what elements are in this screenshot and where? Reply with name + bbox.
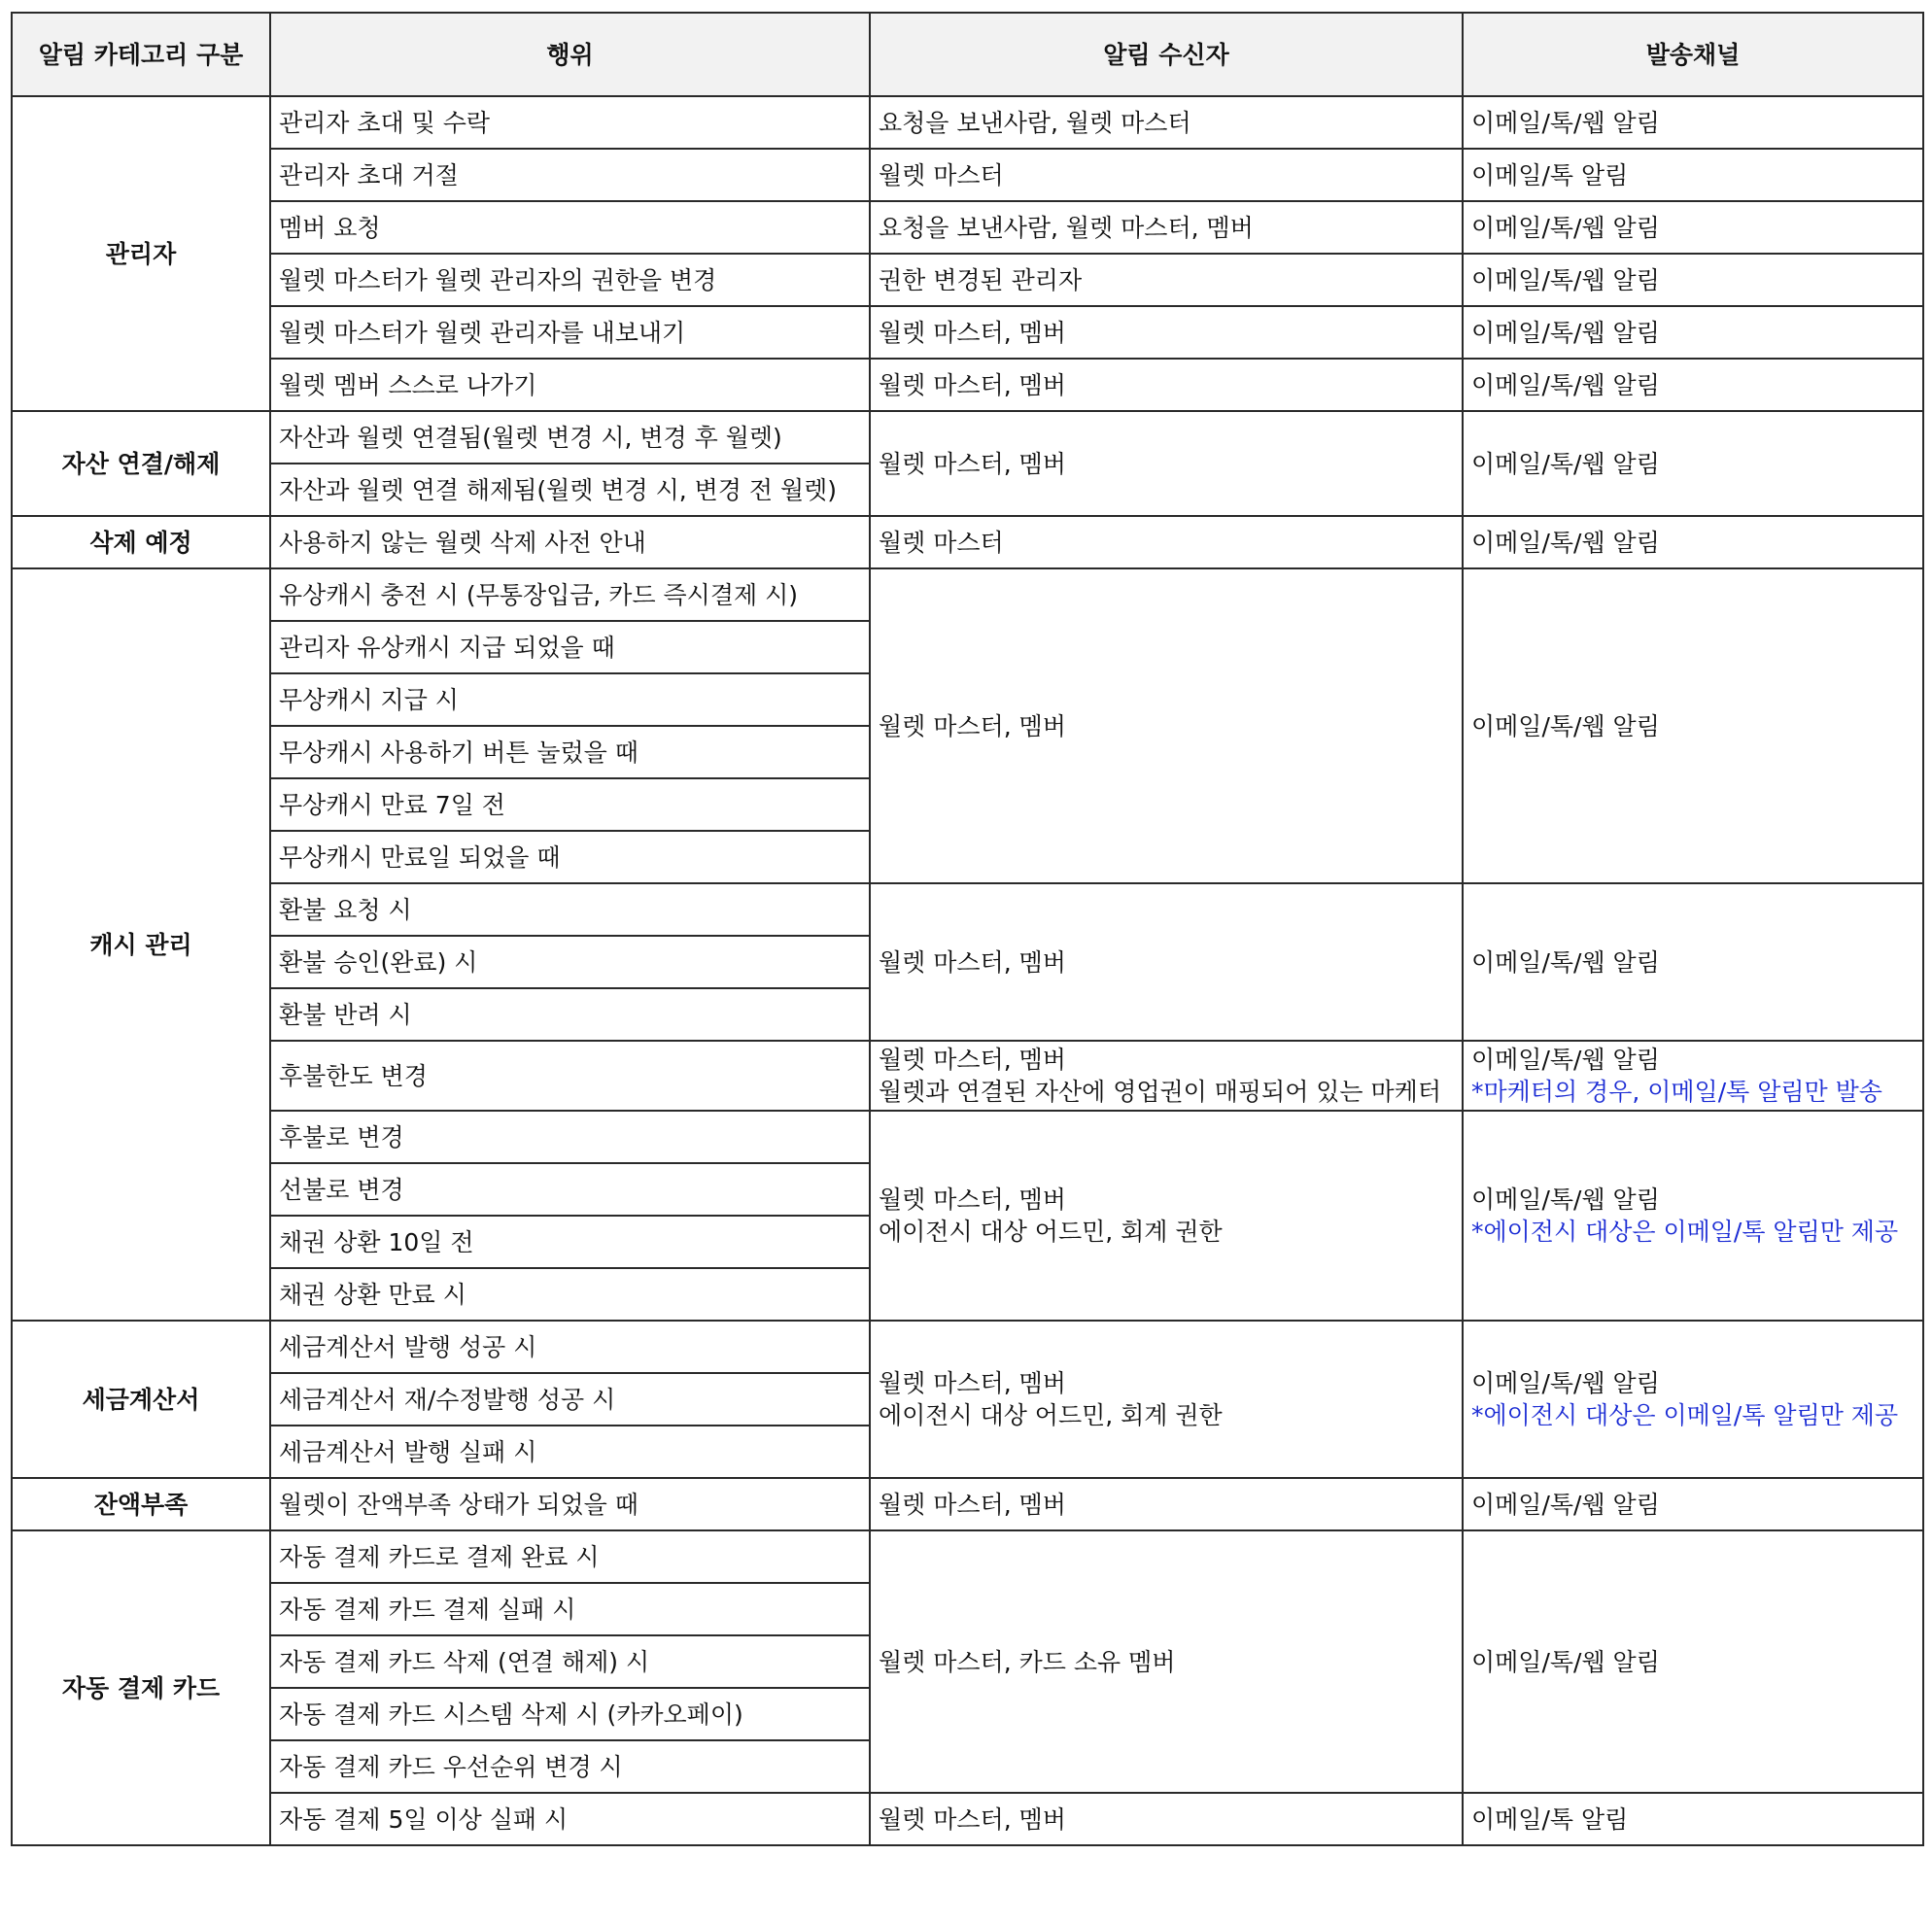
channel-cell: 이메일/톡/웹 알림	[1463, 306, 1923, 359]
category-card: 자동 결제 카드	[12, 1530, 270, 1845]
action-cell: 무상캐시 사용하기 버튼 눌렀을 때	[270, 726, 870, 778]
action-cell: 관리자 유상캐시 지급 되었을 때	[270, 621, 870, 673]
channel-cell: 이메일/톡 알림	[1463, 1793, 1923, 1845]
action-cell: 후불한도 변경	[270, 1041, 870, 1111]
action-cell: 무상캐시 만료일 되었을 때	[270, 831, 870, 883]
action-cell: 월렛 마스터가 월렛 관리자의 권한을 변경	[270, 254, 870, 306]
channel-cell: 이메일/톡/웹 알림	[1463, 883, 1923, 1041]
channel-note: *마케터의 경우, 이메일/톡 알림만 발송	[1471, 1078, 1882, 1106]
action-cell: 자동 결제 5일 이상 실패 시	[270, 1793, 870, 1845]
recipient-line: 월렛과 연결된 자산에 영업권이 매핑되어 있는 마케터	[879, 1078, 1441, 1106]
channel-note: *에이전시 대상은 이메일/톡 알림만 제공	[1471, 1401, 1899, 1429]
recipient-cell: 월렛 마스터, 멤버	[870, 1478, 1463, 1530]
category-tax: 세금계산서	[12, 1321, 270, 1478]
action-cell: 자동 결제 카드 결제 실패 시	[270, 1583, 870, 1635]
action-cell: 환불 요청 시	[270, 883, 870, 936]
category-cash: 캐시 관리	[12, 568, 270, 1321]
channel-cell	[1463, 1321, 1923, 1478]
category-delete: 삭제 예정	[12, 516, 270, 568]
channel-cell: 이메일/톡/웹 알림	[1463, 411, 1923, 516]
table-row	[12, 1530, 1923, 1583]
header-action: 행위	[270, 13, 870, 96]
table-row	[12, 201, 1923, 254]
table-row	[12, 411, 1923, 464]
action-cell: 세금계산서 발행 실패 시	[270, 1426, 870, 1478]
table-row	[12, 1321, 1923, 1373]
recipient-line: 에이전시 대상 어드민, 회계 권한	[879, 1401, 1223, 1429]
action-cell: 후불로 변경	[270, 1111, 870, 1163]
action-cell: 자산과 월렛 연결 해제됨(월렛 변경 시, 변경 전 월렛)	[270, 464, 870, 516]
channel-cell: 이메일/톡/웹 알림	[1463, 1530, 1923, 1793]
channel-cell: 이메일/톡/웹 알림	[1463, 1478, 1923, 1530]
recipient-line: 에이전시 대상 어드민, 회계 권한	[879, 1218, 1223, 1246]
channel-cell: 이메일/톡/웹 알림	[1463, 359, 1923, 411]
recipient-line: 월렛 마스터, 멤버	[879, 1185, 1066, 1214]
action-cell: 관리자 초대 거절	[270, 149, 870, 201]
action-cell: 관리자 초대 및 수락	[270, 96, 870, 149]
header-category: 알림 카테고리 구분	[12, 13, 270, 96]
recipient-cell: 월렛 마스터, 멤버	[870, 568, 1463, 883]
recipient-line: 월렛 마스터, 멤버	[879, 1369, 1066, 1397]
table-header-row	[12, 13, 1923, 96]
category-admin: 관리자	[12, 96, 270, 411]
action-cell: 세금계산서 발행 성공 시	[270, 1321, 870, 1373]
recipient-cell: 월렛 마스터, 카드 소유 멤버	[870, 1530, 1463, 1793]
table-row	[12, 1041, 1923, 1111]
recipient-cell: 월렛 마스터, 멤버	[870, 306, 1463, 359]
notification-table	[11, 12, 1924, 1846]
table-row	[12, 359, 1923, 411]
channel-cell	[1463, 1111, 1923, 1321]
action-cell: 월렛이 잔액부족 상태가 되었을 때	[270, 1478, 870, 1530]
recipient-cell: 월렛 마스터	[870, 516, 1463, 568]
channel-line: 이메일/톡/웹 알림	[1471, 1369, 1660, 1397]
recipient-cell: 월렛 마스터, 멤버	[870, 359, 1463, 411]
table-row	[12, 149, 1923, 201]
recipient-cell	[870, 1111, 1463, 1321]
category-balance: 잔액부족	[12, 1478, 270, 1530]
category-asset: 자산 연결/해제	[12, 411, 270, 516]
action-cell: 채권 상환 만료 시	[270, 1268, 870, 1321]
table-row	[12, 96, 1923, 149]
action-cell: 자동 결제 카드 우선순위 변경 시	[270, 1740, 870, 1793]
table-row	[12, 306, 1923, 359]
action-cell: 환불 승인(완료) 시	[270, 936, 870, 988]
recipient-cell: 권한 변경된 관리자	[870, 254, 1463, 306]
action-cell: 멤버 요청	[270, 201, 870, 254]
action-cell: 자동 결제 카드 시스템 삭제 시 (카카오페이)	[270, 1688, 870, 1740]
channel-cell: 이메일/톡 알림	[1463, 149, 1923, 201]
recipient-cell: 월렛 마스터, 멤버	[870, 411, 1463, 516]
table-row	[12, 883, 1923, 936]
table-row	[12, 516, 1923, 568]
action-cell: 환불 반려 시	[270, 988, 870, 1041]
action-cell: 세금계산서 재/수정발행 성공 시	[270, 1373, 870, 1426]
action-cell: 자동 결제 카드 삭제 (연결 해제) 시	[270, 1635, 870, 1688]
header-recipient: 알림 수신자	[870, 13, 1463, 96]
recipient-cell	[870, 1321, 1463, 1478]
recipient-cell: 요청을 보낸사람, 월렛 마스터	[870, 96, 1463, 149]
channel-cell	[1463, 1041, 1923, 1111]
channel-cell: 이메일/톡/웹 알림	[1463, 201, 1923, 254]
table-row	[12, 1111, 1923, 1163]
action-cell: 선불로 변경	[270, 1163, 870, 1216]
channel-cell: 이메일/톡/웹 알림	[1463, 96, 1923, 149]
action-cell: 월렛 마스터가 월렛 관리자를 내보내기	[270, 306, 870, 359]
header-channel: 발송채널	[1463, 13, 1923, 96]
channel-note: *에이전시 대상은 이메일/톡 알림만 제공	[1471, 1218, 1899, 1246]
table-row	[12, 1478, 1923, 1530]
channel-cell: 이메일/톡/웹 알림	[1463, 568, 1923, 883]
table-row	[12, 1793, 1923, 1845]
recipient-cell	[870, 1041, 1463, 1111]
action-cell: 자산과 월렛 연결됨(월렛 변경 시, 변경 후 월렛)	[270, 411, 870, 464]
table-row	[12, 568, 1923, 621]
recipient-line: 월렛 마스터, 멤버	[879, 1046, 1066, 1074]
recipient-cell: 월렛 마스터, 멤버	[870, 883, 1463, 1041]
action-cell: 월렛 멤버 스스로 나가기	[270, 359, 870, 411]
action-cell: 유상캐시 충전 시 (무통장입금, 카드 즉시결제 시)	[270, 568, 870, 621]
recipient-cell: 월렛 마스터, 멤버	[870, 1793, 1463, 1845]
channel-cell: 이메일/톡/웹 알림	[1463, 516, 1923, 568]
action-cell: 채권 상환 10일 전	[270, 1216, 870, 1268]
action-cell: 자동 결제 카드로 결제 완료 시	[270, 1530, 870, 1583]
recipient-cell: 요청을 보낸사람, 월렛 마스터, 멤버	[870, 201, 1463, 254]
channel-line: 이메일/톡/웹 알림	[1471, 1046, 1660, 1074]
table-row	[12, 254, 1923, 306]
action-cell: 무상캐시 지급 시	[270, 673, 870, 726]
channel-cell: 이메일/톡/웹 알림	[1463, 254, 1923, 306]
action-cell: 무상캐시 만료 7일 전	[270, 778, 870, 831]
recipient-cell: 월렛 마스터	[870, 149, 1463, 201]
channel-line: 이메일/톡/웹 알림	[1471, 1185, 1660, 1214]
action-cell: 사용하지 않는 월렛 삭제 사전 안내	[270, 516, 870, 568]
